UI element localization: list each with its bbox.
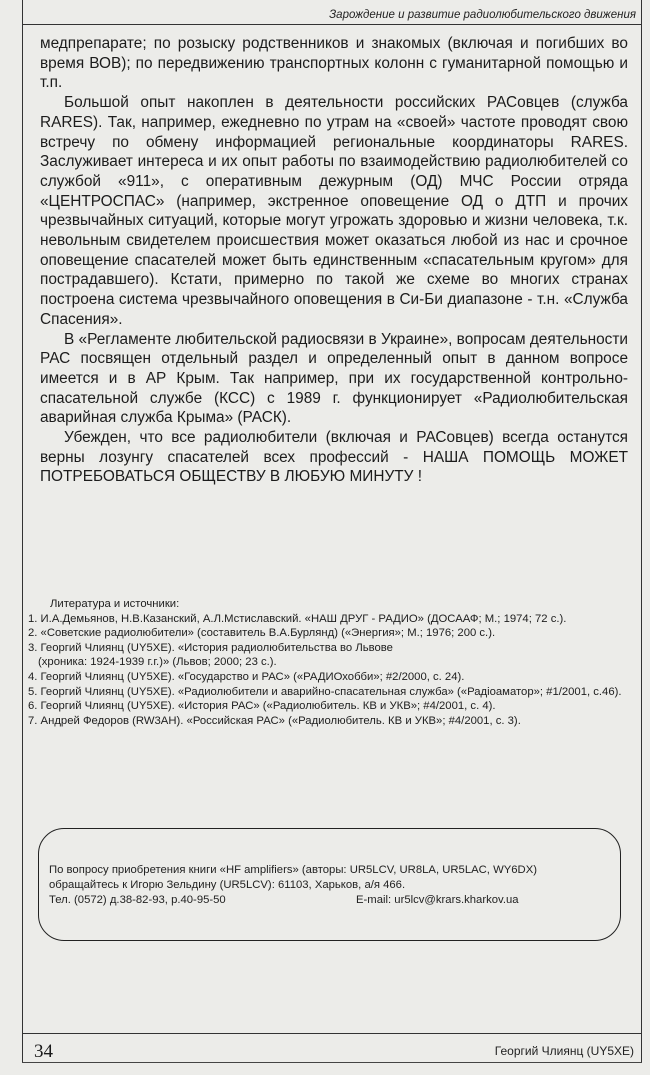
reference-item: 7. Андрей Федоров (RW3AH). «Российская РАС» («Радиолюбитель. КВ и УКВ»; #4/2001, с. 3). bbox=[28, 714, 521, 727]
reference-item: 2. «Советские радиолюбители» (составитель В.А.Бурлянд) («Энергия»; М.; 1976; 200 с.). bbox=[28, 627, 496, 640]
ad-contact-line bbox=[49, 893, 609, 908]
frame-right-border bbox=[641, 0, 642, 1062]
references-list bbox=[28, 597, 634, 728]
footer-rule bbox=[22, 1033, 642, 1034]
running-header bbox=[22, 6, 642, 25]
header-title: Зарождение и развитие радиолюбительского движения bbox=[329, 9, 636, 21]
footer-bottom-rule bbox=[22, 1062, 642, 1063]
paragraph-4: Убежден, что все радиолюбители (включая и РАСовцев) всегда останутся верны лозунгу спасателей всех профессий - НАША ПОМОЩЬ МОЖЕТ ПОТРЕБОВАТЬСЯ ОБЩЕСТВУ В ЛЮБУЮ МИНУТУ ! bbox=[40, 429, 628, 486]
reference-item: 1. И.А.Демьянов, Н.В.Казанский, А.Л.Мстиславский. «НАШ ДРУГ - РАДИО» (ДОСААФ; М.; 1974; 72 с.). bbox=[28, 612, 567, 625]
reference-item: 5. Георгий Члиянц (UY5XE). «Радиолюбители и аварийно-спасательная служба» («Радіоаматор»; #1/2001, с.46). bbox=[28, 685, 622, 698]
reference-item: 3. Георгий Члиянц (UY5XE). «История радиолюбительства во Львове bbox=[28, 641, 393, 654]
ad-description: По вопросу приобретения книги «HF amplifiers» (авторы: UR5LCV, UR8LA, UR5LAC, WY6DX) обращайтесь к Игорю Зельдину (UR5LCV): 61103, Харьков, а/я 466. bbox=[49, 864, 538, 891]
advertisement-text bbox=[49, 863, 609, 908]
advertisement-box bbox=[38, 828, 621, 941]
reference-item: 6. Георгий Члиянц (UY5XE). «История РАС» («Радиолюбитель. КВ и УКВ»; #4/2001, с. 4). bbox=[28, 700, 496, 713]
ad-email: E-mail: ur5lcv@krars.kharkov.ua bbox=[356, 893, 519, 906]
frame-left-border bbox=[22, 0, 23, 1062]
page-number: 34 bbox=[34, 1041, 53, 1062]
references-title: Литература и источники: bbox=[50, 598, 180, 610]
paragraph-3: В «Регламенте любительской радиосвязи в Украине», вопросам деятельности РАС посвящен отдельный раздел и определенный опыт в данном вопросе имеется и в АР Крым. Так например, при их государственной контрольно-спасательной службе (КСС) с 1989 г. функционирует «Радиолюбительская аварийная служба Крыма» (РАСК). bbox=[40, 330, 629, 427]
footer-author: Георгий Члиянц (UY5XE) bbox=[494, 1044, 634, 1058]
reference-item-continuation: (хроника: 1924-1939 г.г.)» (Львов; 2000; 23 с.). bbox=[38, 656, 277, 669]
paragraph-2: Большой опыт накоплен в деятельности российских РАСовцев (служба RARES). Так, например, ежедневно по утрам на «своей» частоте проводят свою встречу по обмену информацией региональные координаторы RARES. Заслуживает интереса и их опыт работы по взаимодействию радиолюбителей со службой «911», с оперативным дежурным (ОД) МЧС России отряда «ЦЕНТРОСПАС» (например, экстренное оповещение ОД о ДТП и прочих чрезвычайных ситуаций, которые могут угрожать здоровью и жизни человека, т.к. невольным свидетелем происшествия может оказаться любой из нас и срочное оповещение спасателей может быть единственным «спасательным кругом» для пострадавшего). Кстати, примерно по такой же схеме во многих странах построена система чрезвычайного оповещения в Си-Би диапазоне - т.н. «Служба Спасения». bbox=[40, 94, 628, 328]
ad-telephone: Тел. (0572) д.38-82-93, р.40-95-50 bbox=[49, 893, 226, 906]
reference-item: 4. Георгий Члиянц (UY5XE). «Государство и РАС» («РАДИОхобби»; #2/2000, с. 24). bbox=[28, 670, 465, 683]
body-text bbox=[40, 34, 628, 487]
paragraph-1: медпрепарате; по розыску родственников и знакомых (включая и погибших во время ВОВ); по передвижению транспортных колонн с гуманитарной помощью и т.п. bbox=[40, 35, 628, 92]
